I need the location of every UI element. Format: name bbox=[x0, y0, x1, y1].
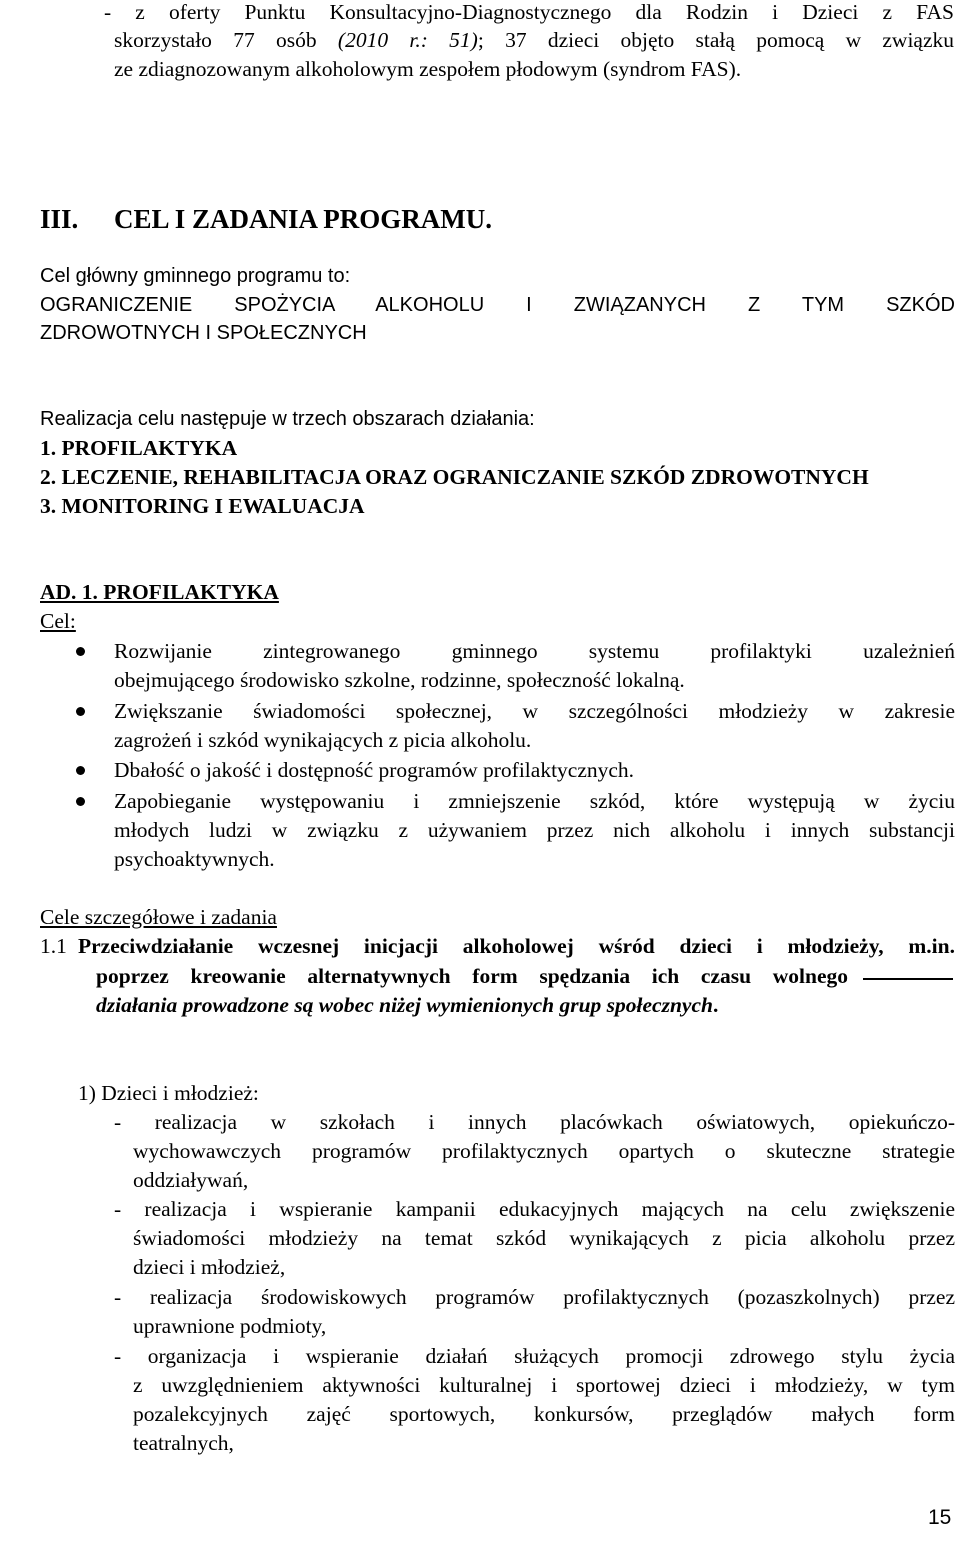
intro-line-1: - z oferty Punktu Konsultacyjno-Diagnostycznego dla Rodzin i Dzieci z FAS bbox=[104, 0, 954, 24]
dash-divider bbox=[863, 978, 953, 980]
ad1-heading: AD. 1. PROFILAKTYKA bbox=[40, 580, 279, 604]
bullet-icon bbox=[76, 797, 85, 806]
ad1-bullet-3-line-1: Dbałość o jakość i dostępność programów profilaktycznych. bbox=[114, 758, 635, 782]
group-1-line: teatralnych, bbox=[133, 1431, 234, 1455]
specific-goal-title-line-2: poprzez kreowanie alternatywnych form spędzania ich czasu wolnego bbox=[96, 964, 848, 988]
bullet-icon bbox=[76, 707, 85, 716]
main-goal-line-2: ZDROWOTNYCH I SPOŁECZNYCH bbox=[40, 322, 367, 344]
group-1-line: - realizacja i wspieranie kampanii edukacyjnych mających na celu zwiększenie bbox=[114, 1197, 955, 1221]
specific-goal-target-groups: działania prowadzone są wobec niżej wymienionych grup społecznych bbox=[96, 993, 713, 1017]
page-number: 15 bbox=[928, 1506, 952, 1529]
ad1-bullet-4-line-2: młodych ludzi w związku z używaniem przez nich alkoholu i innych substancji bbox=[114, 818, 955, 842]
main-goal-label: Cel główny gminnego programu to: bbox=[40, 265, 351, 287]
ad1-goal-label: Cel: bbox=[40, 609, 76, 633]
group-1-line: z uwzględnieniem aktywności kulturalnej i sportowej dzieci i młodzieży, w tym bbox=[133, 1373, 955, 1397]
group-1-line: - realizacja w szkołach i innych placówkach oświatowych, opiekuńczo- bbox=[114, 1110, 955, 1134]
section-title: CEL I ZADANIA PROGRAMU. bbox=[114, 204, 493, 234]
group-1-line: pozalekcyjnych zajęć sportowych, konkursów, przeglądów małych form bbox=[133, 1402, 955, 1426]
area-item-3: 3. MONITORING I EWALUACJA bbox=[40, 494, 365, 518]
bullet-icon bbox=[76, 647, 85, 656]
group-1-label: 1) Dzieci i młodzież: bbox=[78, 1081, 259, 1105]
group-1-line: wychowawczych programów profilaktycznych opartych o skuteczne strategie bbox=[133, 1139, 955, 1163]
ad1-bullet-2-line-1: Zwiększanie świadomości społecznej, w szczególności młodzieży w zakresie bbox=[114, 699, 955, 723]
group-1-line: dzieci i młodzież, bbox=[133, 1255, 286, 1279]
specific-goal-title-line-3 bbox=[96, 991, 718, 1019]
group-1-line: oddziaływań, bbox=[133, 1168, 249, 1192]
group-1-line: - organizacja i wspieranie działań służących promocji zdrowego stylu życia bbox=[114, 1344, 955, 1368]
specific-goal-number: 1.1 bbox=[40, 934, 67, 958]
intro-previous-year: (2010 r.: 51) bbox=[337, 28, 478, 52]
group-1-line: świadomości młodzieży na temat szkód wynikających z picia alkoholu przez bbox=[133, 1226, 955, 1250]
ad1-bullet-4-line-3: psychoaktywnych. bbox=[114, 847, 275, 871]
specific-goals-heading: Cele szczegółowe i zadania bbox=[40, 905, 277, 929]
ad1-bullet-4-line-1: Zapobieganie występowaniu i zmniejszenie szkód, które występują w życiu bbox=[114, 789, 955, 813]
area-item-2: 2. LECZENIE, REHABILITACJA ORAZ OGRANICZANIE SZKÓD ZDROWOTNYCH bbox=[40, 465, 869, 489]
intro-line-3: ze zdiagnozowanym alkoholowym zespołem płodowym (syndrom FAS). bbox=[114, 57, 742, 81]
ad1-bullet-1-line-2: obejmującego środowisko szkolne, rodzinne, społeczność lokalną. bbox=[114, 668, 685, 692]
intro-line-2 bbox=[114, 26, 954, 54]
intro-text: skorzystało 77 osób bbox=[114, 28, 317, 52]
main-goal-line-1: OGRANICZENIE SPOŻYCIA ALKOHOLU I ZWIĄZANYCH Z TYM SZKÓD bbox=[40, 294, 955, 316]
specific-goal-title-line-1: Przeciwdziałanie wczesnej inicjacji alkoholowej wśród dzieci i młodzieży, m.in. bbox=[78, 934, 955, 958]
ad1-bullet-2-line-2: zagrożeń i szkód wynikających z picia alkoholu. bbox=[114, 728, 532, 752]
area-item-1: 1. PROFILAKTYKA bbox=[40, 436, 238, 460]
specific-goal-title-end: . bbox=[712, 993, 719, 1017]
group-1-line: - realizacja środowiskowych programów profilaktycznych (pozaszkolnych) przez bbox=[114, 1285, 955, 1309]
group-1-line: uprawnione podmioty, bbox=[133, 1314, 327, 1338]
section-number: III. bbox=[40, 204, 79, 234]
intro-text-continued: ; 37 dzieci objęto stałą pomocą w związku bbox=[477, 28, 955, 52]
bullet-icon bbox=[76, 766, 85, 775]
areas-intro: Realizacja celu następuje w trzech obszarach działania: bbox=[40, 408, 535, 430]
ad1-bullet-1-line-1: Rozwijanie zintegrowanego gminnego systemu profilaktyki uzależnień bbox=[114, 639, 955, 663]
